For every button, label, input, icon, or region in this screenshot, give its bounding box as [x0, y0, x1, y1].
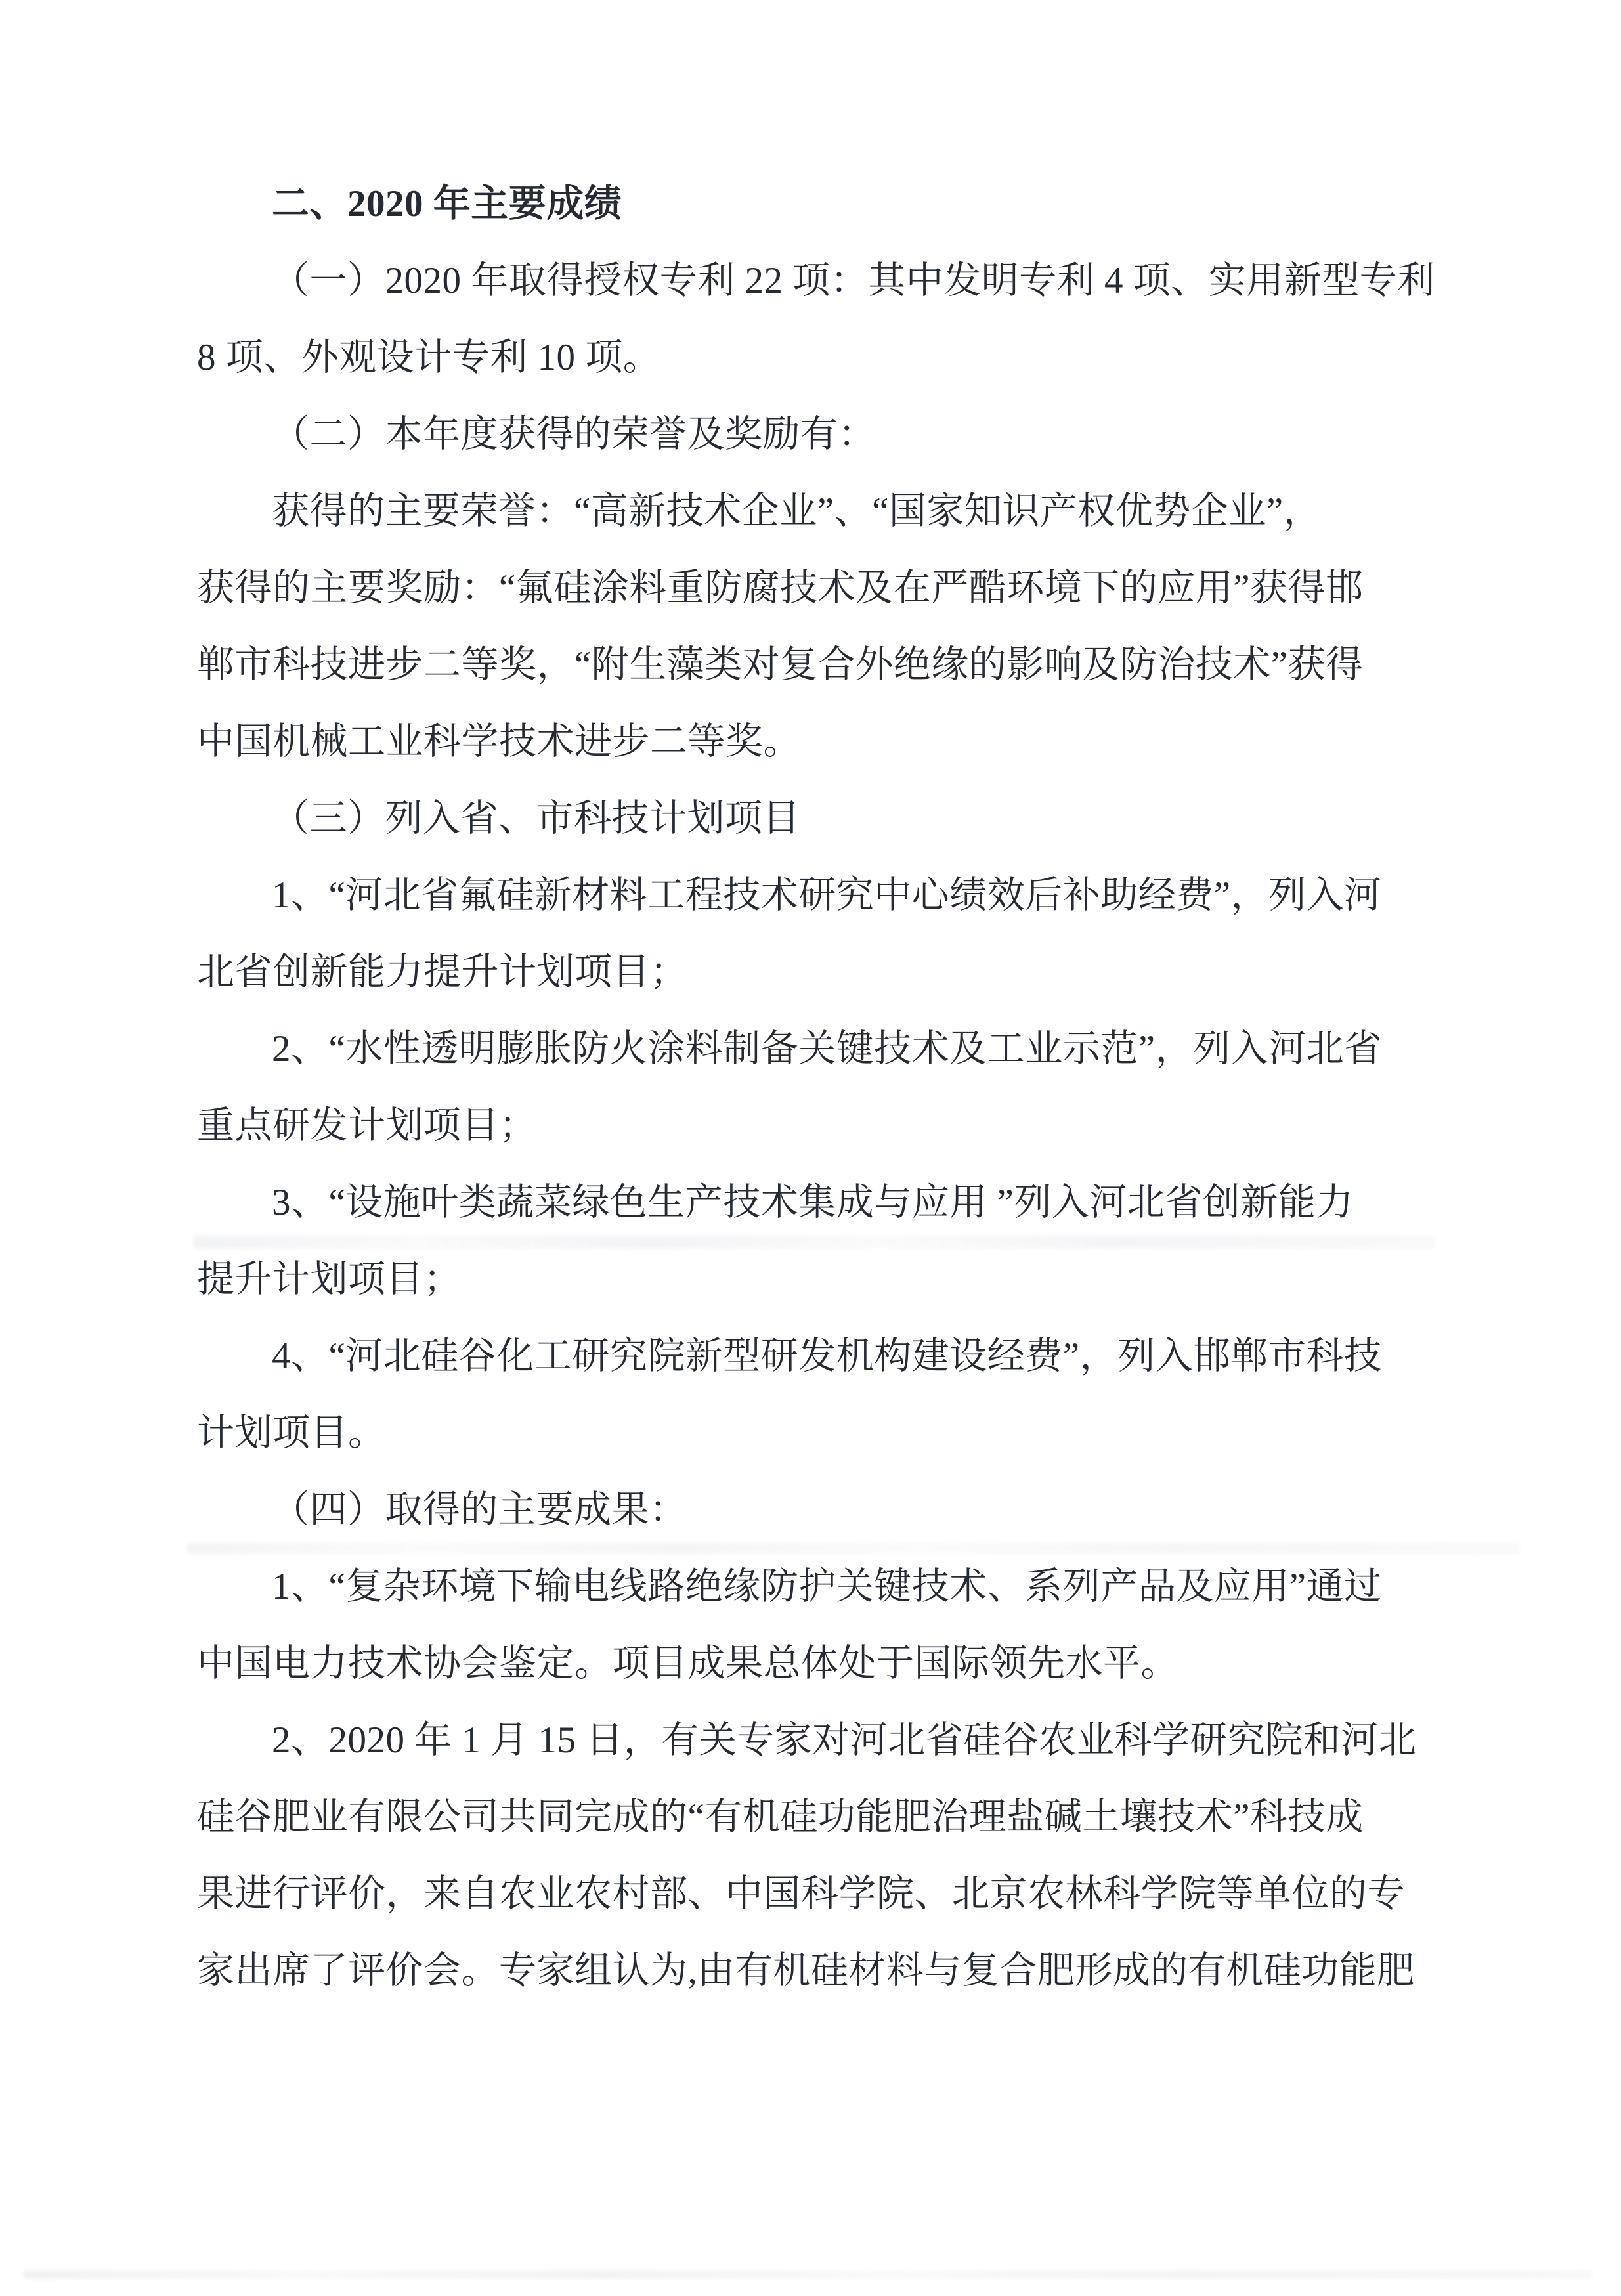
scan-bleedthrough-artifact	[23, 2270, 1592, 2279]
doc-line-achievement-1a: 1、“复杂环境下输电线路绝缘防护关键技术、系列产品及应用”通过	[272, 1566, 1382, 1607]
doc-line-program-2a: 2、“水性透明膨胀防火涂料制备关键技术及工业示范”，列入河北省	[272, 1028, 1382, 1070]
doc-line-program-2b: 重点研发计划项目；	[197, 1105, 537, 1146]
doc-line-patents-2: 8 项、外观设计专利 10 项。	[197, 337, 661, 378]
doc-line-achievement-2b: 硅谷肥业有限公司共同完成的“有机硅功能肥治理盐碱土壤技术”科技成	[197, 1796, 1364, 1838]
doc-line-honors-1: 获得的主要荣誉：“高新技术企业”、“国家知识产权优势企业”，	[272, 490, 1322, 532]
doc-line-program-3b: 提升计划项目；	[197, 1259, 462, 1300]
doc-line-honors-2: 获得的主要奖励：“氟硅涂料重防腐技术及在严酷环境下的应用”获得邯	[197, 567, 1364, 609]
subsection-heading-programs: （三）列入省、市科技计划项目	[272, 798, 800, 839]
subsection-heading-achievements: （四）取得的主要成果：	[272, 1489, 687, 1530]
section-heading-2: 二、2020 年主要成绩	[272, 183, 622, 225]
doc-line-honors-4: 中国机械工业科学技术进步二等奖。	[197, 721, 801, 762]
doc-line-program-3a: 3、“设施叶类蔬菜绿色生产技术集成与应用 ”列入河北省创新能力	[272, 1182, 1354, 1223]
doc-line-honors-3: 郸市科技进步二等奖，“附生藻类对复合外绝缘的影响及防治技术”获得	[197, 644, 1364, 685]
doc-line-patents-1: （一）2020 年取得授权专利 22 项：其中发明专利 4 项、实用新型专利	[272, 260, 1435, 301]
subsection-heading-honors: （二）本年度获得的荣誉及奖励有：	[272, 414, 876, 455]
document-body	[197, 165, 1448, 2009]
doc-line-achievement-2d: 家出席了评价会。专家组认为,由有机硅材料与复合肥形成的有机硅功能肥	[197, 1950, 1415, 1991]
doc-line-program-4a: 4、“河北硅谷化工研究院新型研发机构建设经费”，列入邯郸市科技	[272, 1335, 1382, 1377]
doc-line-achievement-1b: 中国电力技术协会鉴定。项目成果总体处于国际领先水平。	[197, 1643, 1178, 1684]
doc-line-program-1a: 1、“河北省氟硅新材料工程技术研究中心绩效后补助经费”，列入河	[272, 875, 1382, 916]
doc-line-program-4b: 计划项目。	[197, 1412, 386, 1454]
doc-line-program-1b: 北省创新能力提升计划项目；	[197, 951, 688, 993]
doc-line-achievement-2a: 2、2020 年 1 月 15 日，有关专家对河北省硅谷农业科学研究院和河北	[272, 1720, 1417, 1761]
doc-line-achievement-2c: 果进行评价，来自农业农村部、中国科学院、北京农林科学院等单位的专	[197, 1873, 1405, 1915]
